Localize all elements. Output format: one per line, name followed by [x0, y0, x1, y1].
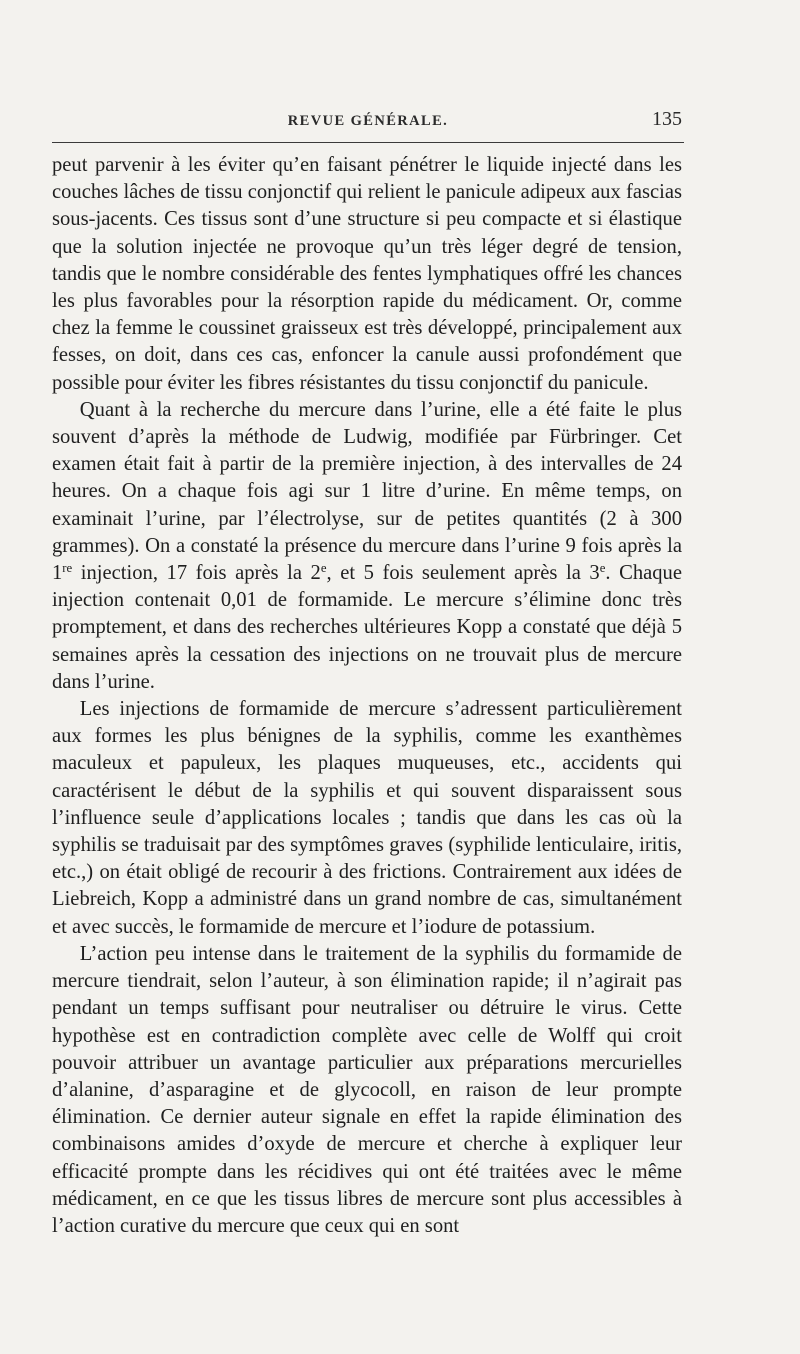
page-header [52, 103, 684, 139]
paragraph-2-mid-2: , et 5 fois seulement après la 3 [326, 562, 600, 585]
superscript-e-1: e [320, 561, 327, 576]
superscript-re: re [62, 561, 73, 576]
injection-number-1: 1 [52, 562, 63, 585]
paragraph-4: L’action peu intense dans le traitement de la syphilis du formamide de mercure tiendrait, selon l’auteur, à son élimination rapide; il n’agirait pas pendant un temps suffisant pour neutraliser ou détruire le virus. Cette hypothèse est en contradiction complète avec celle de Wolff qui croit pouvoir attribuer un avantage particulier aux préparations mercurielles d’alanine, d’asparagine et de glycocoll, en raison de leur prompte élimination. Ce dernier auteur signale en effet la rapide élimination des combinaisons amides d’oxyde de mercure et cherche à expliquer leur efficacité prompte dans les récidives qui ont été traitées avec le même médicament, en ce que les tissus libres de mercure sont plus accessibles à l’action curative du mercure que ceux qui en sont [52, 942, 682, 1237]
paragraph-2 [52, 397, 682, 696]
paragraph-3: Les injections de formamide de mercure s’adressent particulièrement aux formes les plus bénignes de la syphilis, comme les exanthèmes maculeux et papuleux, les plaques muqueuses, etc., accidents qui caractérisent le début de la syphilis et qui souvent disparaissent sous l’influence seule d’applications locales ; tandis que dans les cas où la syphilis se traduisait par des symptômes graves (syphilide lenticulaire, iritis, etc.,) on était obligé de recourir à des frictions. Contrairement aux idées de Liebreich, Kopp a administré dans un grand nombre de cas, simultanément et avec succès, le formamide de mercure et l’iodure de potassium. [52, 698, 682, 938]
header-rule [52, 142, 684, 143]
paragraph-2-mid-1: injection, 17 fois après la 2 [72, 562, 321, 585]
superscript-e-2: e [599, 561, 606, 576]
paragraph-2-start: Quant à la recherche du mercure dans l’urine, elle a été faite le plus souvent d’après la méthode de Ludwig, modifiée par Fürbringer. Cet examen était fait à partir de la première injection, à des intervalles de 24 heures. On a chaque fois agi sur 1 litre d’urine. En même temps, on examinait l’urine, par l’électrolyse, sur de petites quantités (2 à 300 grammes). On a constaté la présence du mercure dans l’urine 9 fois après la [52, 398, 682, 557]
page-number: 135 [652, 108, 682, 130]
paragraph-1: peut parvenir à les éviter qu’en faisant pénétrer le liquide injecté dans les couches lâches de tissu conjonctif qui relient le panicule adipeux aux fascias sous-jacents. Ces tissus sont d’une structure si peu compacte et si élastique que la solution injectée ne provoque qu’un très léger degré de tension, tandis que le nombre considérable des fentes lymphatiques offré les chances les plus favorables pour la résorption rapide du médicament. Or, comme chez la femme le coussinet graisseux est très développé, principalement aux fesses, on doit, dans ces cas, enfoncer la canule aussi profondément que possible pour éviter les fibres résistantes du tissu conjonctif du panicule. [52, 154, 682, 394]
running-head: REVUE GÉNÉRALE. [287, 113, 449, 129]
paragraph-2-rest: . Chaque injection contenait 0,01 de formamide. Le mercure s’élimine donc très promptement, et dans des recherches ultérieures Kopp a constaté que déjà 5 semaines après la cessation des injections on ne trouvait plus de mercure dans l’urine. [52, 562, 682, 693]
body-text [52, 152, 682, 1240]
